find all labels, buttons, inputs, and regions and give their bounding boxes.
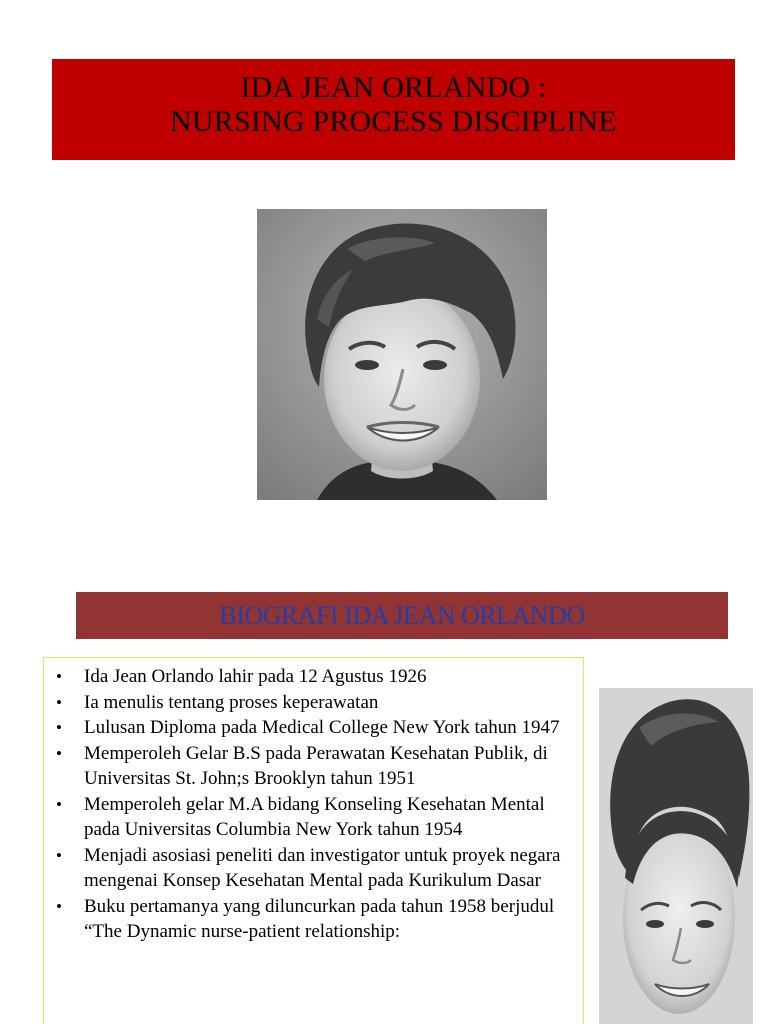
bullet-item	[52, 715, 573, 741]
bullet-text: Ida Jean Orlando lahir pada 12 Agustus 1926	[84, 666, 427, 687]
bullet-text: Lulusan Diploma pada Medical College New York tahun 1947	[84, 717, 560, 738]
bullet-dot: •	[56, 845, 62, 865]
title-line-1: IDA JEAN ORLANDO :	[240, 71, 547, 104]
bullet-text: Memperoleh Gelar B.S pada Perawatan Kesehatan Publik, di Universitas St. John;s Brooklyn tahun 1951	[84, 742, 548, 789]
bullet-dot: •	[56, 896, 62, 916]
bullet-text: Ia menulis tentang proses keperawatan	[84, 691, 379, 713]
portrait-photo	[257, 209, 547, 500]
bullet-item	[52, 843, 573, 894]
bullet-dot: •	[56, 667, 62, 686]
biography-text-box	[43, 657, 584, 1024]
bullet-item	[52, 690, 573, 716]
side-portrait-drawing	[599, 688, 753, 1024]
bullet-text: Menjadi asosiasi peneliti dan investigator untuk proyek negara mengenai Konsep Kesehatan Mental pada Kurikulum Dasar	[84, 844, 561, 891]
bullet-text: Buku pertamanya yang diluncurkan pada tahun 1958 berjudul “The Dynamic nurse-patient relationship:	[84, 895, 555, 942]
title-line-2: NURSING PROCESS DISCIPLINE	[170, 105, 617, 138]
bullet-dot: •	[56, 718, 62, 737]
bullet-dot: •	[56, 692, 62, 712]
portrait-photo-drawing	[257, 209, 547, 500]
biography-bullet-list	[52, 664, 573, 945]
title-banner	[52, 59, 735, 160]
biography-header-text: BIOGRAFI IDA JEAN ORLANDO	[219, 601, 585, 630]
bullet-text: Memperoleh gelar M.A bidang Konseling Kesehatan Mental pada Universitas Columbia New York tahun 1954	[84, 793, 545, 840]
bullet-dot: •	[56, 794, 62, 814]
side-portrait-photo	[599, 688, 753, 1024]
bullet-dot: •	[56, 743, 62, 763]
bullet-item	[52, 741, 573, 792]
bullet-item	[52, 894, 573, 945]
bullet-item	[52, 792, 573, 843]
biography-header	[76, 592, 728, 639]
bullet-item	[52, 664, 573, 690]
